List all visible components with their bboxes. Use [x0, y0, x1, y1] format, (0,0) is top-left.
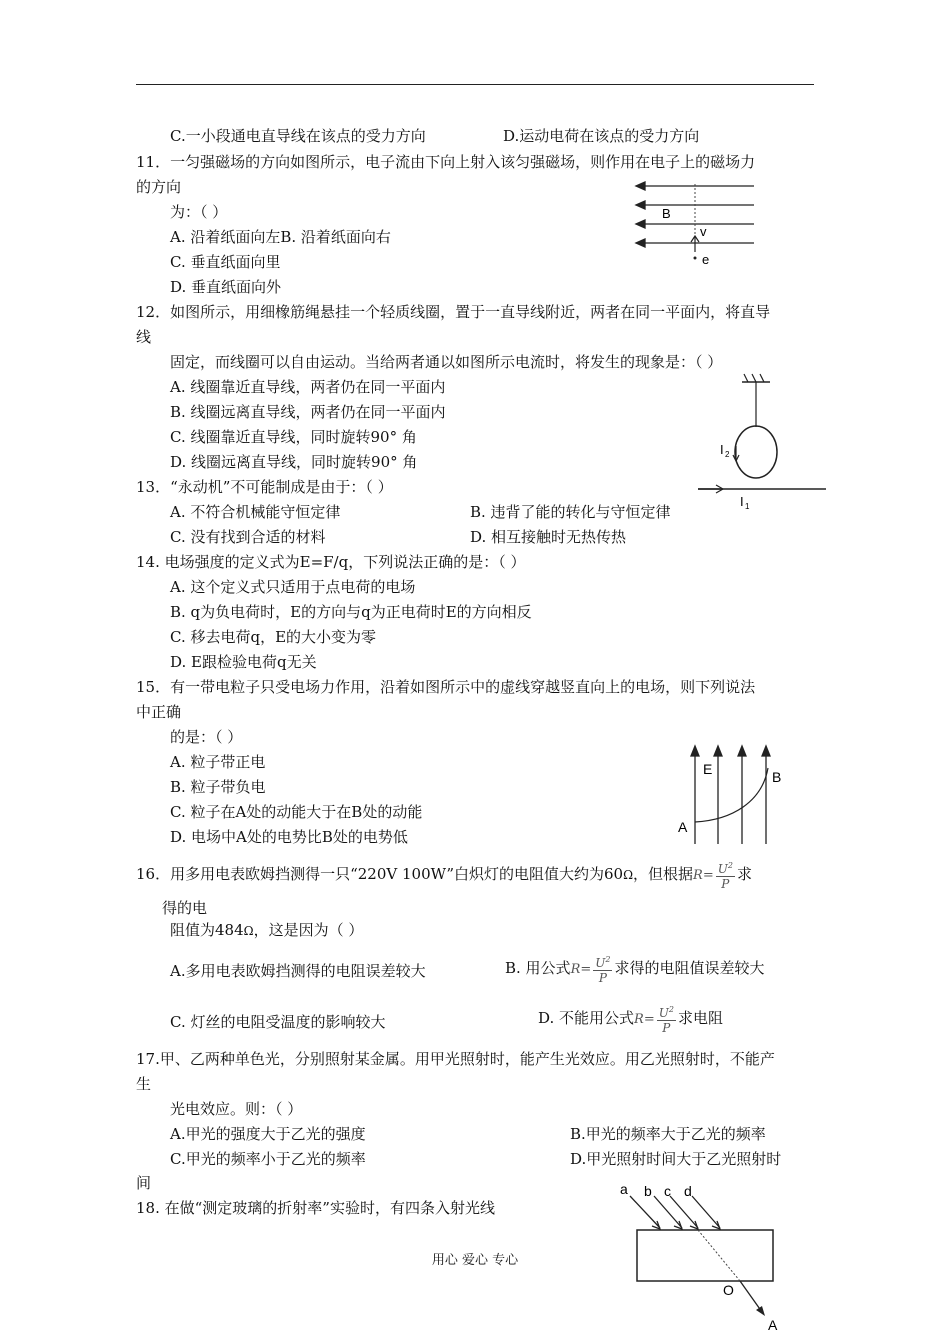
point-label-a-exit: A	[768, 1317, 778, 1333]
q16-option-d-pre: D. 不能用公式	[538, 1009, 635, 1027]
q16-value: 阻值为484	[170, 921, 244, 939]
q15-option-d: D. 电场中A处的电势比B处的电势低	[170, 828, 408, 846]
q15-option-c: C. 粒子在A处的动能大于在B处的动能	[170, 803, 423, 821]
q11-option-ab: A. 沿着纸面向左B. 沿着纸面向右	[170, 228, 391, 246]
q16-stem-post: 求	[736, 865, 752, 883]
field-label-b: B	[662, 206, 671, 221]
point-label-o: O	[723, 1282, 734, 1298]
q13-option-b: B. 违背了能的转化与守恒定律	[470, 503, 671, 521]
q16-stem-cont2	[170, 920, 363, 941]
q17-stem-cont: 生	[136, 1075, 152, 1093]
q16-option-d-post: 求电阻	[677, 1009, 723, 1027]
magnetic-field-figure	[632, 176, 758, 268]
formula-r-label-b: R=	[570, 962, 592, 977]
ray-label-a: a	[620, 1181, 628, 1197]
formula-fraction	[716, 859, 735, 891]
q12-option-b: B. 线圈远离直导线，两者仍在同一平面内	[170, 403, 446, 421]
formula-exp: 2	[727, 861, 733, 870]
ray-label-c: c	[664, 1183, 671, 1199]
q14-option-b: B. q为负电荷时，E的方向与q为正电荷时E的方向相反	[170, 603, 532, 621]
q16-stem-cont: 得的电	[162, 899, 208, 917]
page-footer: 用心 爱心 专心	[431, 1253, 519, 1268]
q15-stem-cont: 中正确	[136, 703, 182, 721]
formula-r-label: R=	[693, 868, 714, 883]
q16-option-b-post: 求得的电阻值误差较大	[614, 959, 765, 977]
q17-option-b: B.甲光的频率大于乙光的频率	[570, 1125, 766, 1143]
q15-option-b: B. 粒子带负电	[170, 778, 266, 796]
formula-r-label-d: R=	[634, 1012, 655, 1027]
formula-fraction-d	[657, 1003, 676, 1035]
velocity-label-v: v	[700, 224, 707, 239]
q17-option-d: D.甲光照射时间大于乙光照射时	[570, 1150, 782, 1168]
ohm-symbol: Ω	[623, 868, 634, 882]
q17-option-a: A.甲光的强度大于乙光的强度	[170, 1125, 366, 1143]
formula-fraction-b	[593, 953, 612, 985]
q12-stem-cont: 线	[136, 328, 152, 346]
q16-stem-mid: ，但根据	[633, 865, 694, 883]
q11-blank: 为：（ ）	[170, 203, 228, 221]
q13-option-c: C. 没有找到合适的材料	[170, 528, 326, 546]
q12-option-c: C. 线圈靠近直导线，同时旋转90° 角	[170, 428, 417, 446]
q13-option-d: D. 相互接触时无热传热	[470, 528, 627, 546]
coil-current-label: I	[720, 442, 724, 457]
q12-option-d: D. 线圈远离直导线，同时旋转90° 角	[170, 453, 418, 471]
q16-option-b	[505, 953, 764, 985]
field-label-e: E	[703, 761, 713, 777]
q16-option-b-pre: B. 用公式	[505, 959, 571, 977]
formula-u-d: U	[658, 1006, 669, 1020]
q17-stem-cont2: 光电效应。则：（ ）	[170, 1100, 303, 1118]
electron-label-e: e	[702, 252, 710, 267]
formula-u: U	[717, 862, 728, 876]
coil-and-wire-figure	[692, 368, 828, 516]
q12-stem: 12．如图所示，用细橡筋绳悬挂一个轻质线圈，置于一直导线附近，两者在同一平面内，将直导	[136, 303, 771, 321]
ray-label-b: b	[644, 1183, 652, 1199]
formula-exp-b: 2	[605, 955, 611, 964]
q17-stem: 17.甲、乙两种单色光，分别照射某金属。用甲光照射时，能产生光效应。用乙光照射时，不能产	[136, 1050, 775, 1068]
q10-option-d: D.运动电荷在该点的受力方向	[503, 127, 700, 145]
electric-field-figure	[672, 740, 792, 846]
q15-blank: 的是：（ ）	[170, 728, 243, 746]
q13-option-a: A. 不符合机械能守恒定律	[170, 503, 341, 521]
point-label-b: B	[772, 769, 782, 785]
formula-p: P	[721, 877, 730, 891]
q16-stem-text: 16．用多用电表欧姆挡测得一只“220V 100W”白炽灯的电阻值大约为60	[136, 865, 624, 883]
q11-stem: 11．一匀强磁场的方向如图所示，电子流由下向上射入该匀强磁场，则作用在电子上的磁场力	[136, 153, 756, 171]
q14-option-c: C. 移去电荷q，E的大小变为零	[170, 628, 377, 646]
q10-option-c: C.一小段通电直导线在该点的受力方向	[170, 127, 426, 145]
point-label-a: A	[678, 819, 688, 835]
q12-stem-cont2: 固定，而线圈可以自由运动。当给两者通以如图所示电流时，将发生的现象是：（ ）	[170, 353, 723, 371]
formula-exp-d: 2	[668, 1005, 674, 1014]
q16-stem	[136, 859, 752, 891]
formula-p-d: P	[662, 1021, 671, 1035]
header-rule	[136, 84, 814, 85]
ray-label-d: d	[684, 1183, 692, 1199]
q18-stem: 18. 在做“测定玻璃的折射率”实验时，有四条入射光线	[136, 1199, 495, 1217]
wire-current-subscript: 1	[745, 502, 750, 511]
q16-option-c: C. 灯丝的电阻受温度的影响较大	[170, 1013, 386, 1031]
ohm-symbol-2: Ω	[243, 924, 254, 938]
coil-current-subscript: 2	[725, 450, 730, 459]
q12-option-a: A. 线圈靠近直导线，两者仍在同一平面内	[170, 378, 446, 396]
q14-option-d: D. E跟检验电荷q无关	[170, 653, 317, 671]
q16-blank: ，这是因为（ ）	[253, 921, 364, 939]
q14-option-a: A. 这个定义式只适用于点电荷的电场	[170, 578, 416, 596]
q15-stem: 15．有一带电粒子只受电场力作用，沿着如图所示中的虚线穿越竖直向上的电场，则下列说法	[136, 678, 756, 696]
formula-u-b: U	[595, 956, 606, 970]
q11-option-d: D. 垂直纸面向外	[170, 278, 282, 296]
q13-stem: 13．“永动机”不可能制成是由于：（ ）	[136, 478, 393, 496]
q11-stem-cont: 的方向	[136, 178, 182, 196]
q16-option-d	[538, 1003, 723, 1035]
q15-option-a: A. 粒子带正电	[170, 753, 266, 771]
q17-option-c: C.甲光的频率小于乙光的频率	[170, 1150, 366, 1168]
q14-stem: 14. 电场强度的定义式为E=F/q，下列说法正确的是：（ ）	[136, 553, 526, 571]
formula-p-b: P	[598, 971, 607, 985]
q17-option-d-cont: 间	[136, 1174, 152, 1192]
q16-option-a: A.多用电表欧姆挡测得的电阻误差较大	[170, 962, 426, 980]
q11-option-c: C. 垂直纸面向里	[170, 253, 281, 271]
wire-current-label: I	[740, 494, 744, 509]
